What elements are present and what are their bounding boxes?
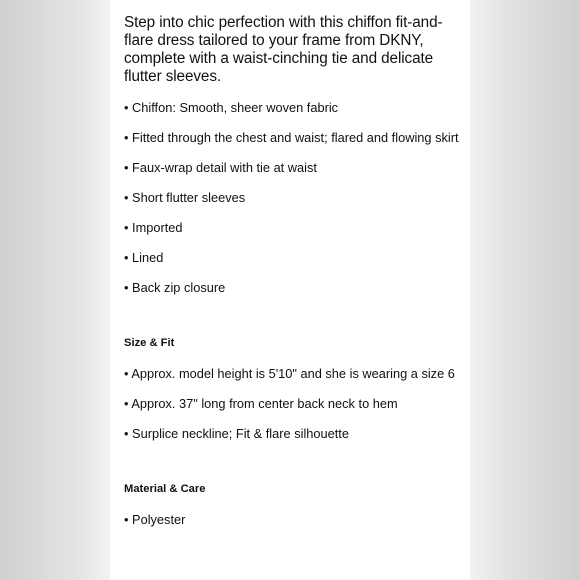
feature-item: • Back zip closure bbox=[124, 280, 226, 295]
feature-item: • Faux-wrap detail with tie at waist bbox=[124, 160, 317, 175]
size-fit-item: • Approx. 37" long from center back neck to hem bbox=[124, 396, 398, 411]
size-fit-list bbox=[124, 366, 459, 442]
product-details-content bbox=[124, 14, 459, 542]
feature-item: • Fitted through the chest and waist; flared and flowing skirt bbox=[124, 130, 459, 145]
feature-item: • Lined bbox=[124, 250, 164, 265]
feature-item: • Imported bbox=[124, 220, 183, 235]
size-fit-item: • Approx. model height is 5'10" and she is wearing a size 6 bbox=[124, 366, 455, 381]
product-details-panel bbox=[110, 0, 470, 580]
material-care-list bbox=[124, 512, 459, 528]
size-fit-item: • Surplice neckline; Fit & flare silhouette bbox=[124, 426, 349, 441]
feature-item: • Short flutter sleeves bbox=[124, 190, 246, 205]
product-intro: Step into chic perfection with this chiffon fit-and-flare dress tailored to your frame from DKNY, complete with a waist-cinching tie and delicate flutter sleeves. bbox=[124, 14, 443, 85]
feature-list bbox=[124, 100, 459, 296]
material-care-heading: Material & Care bbox=[124, 483, 206, 495]
blurred-background-right bbox=[470, 0, 580, 580]
blurred-background-left bbox=[0, 0, 110, 580]
material-care-item: • Polyester bbox=[124, 512, 186, 527]
size-fit-heading: Size & Fit bbox=[124, 337, 175, 349]
feature-item: • Chiffon: Smooth, sheer woven fabric bbox=[124, 100, 339, 115]
